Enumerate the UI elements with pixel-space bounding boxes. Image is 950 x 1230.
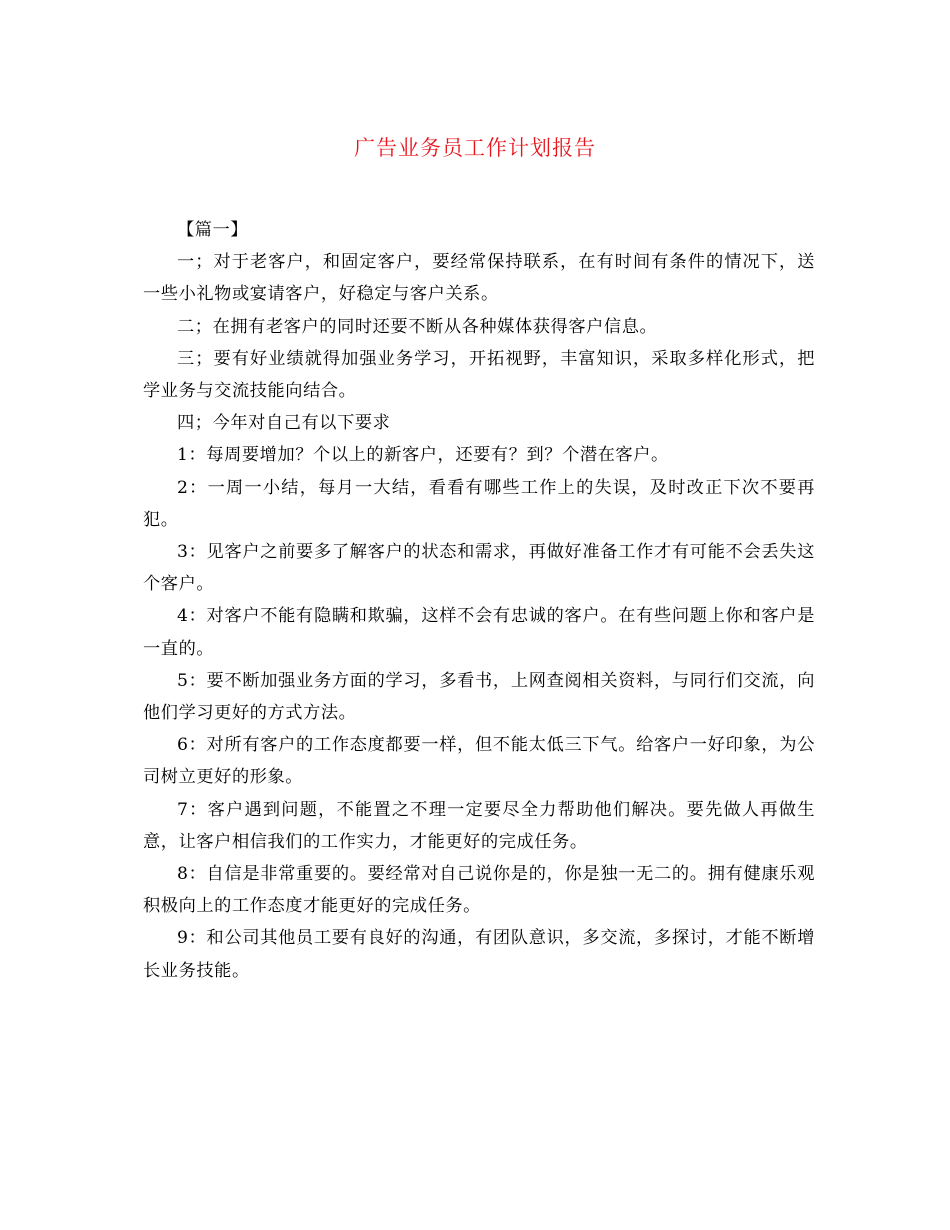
list-item-6: 6：对所有客户的工作态度都要一样，但不能太低三下气。给客户一好印象，为公司树立更好的形象。 [143,735,815,788]
section-heading: 【篇一】 [177,220,249,240]
paragraph-3: 三；要有好业绩就得加强业务学习，开拓视野，丰富知识，采取多样化形式，把学业务与交流技能向结合。 [143,348,815,402]
list-item-2: 2：一周一小结，每月一大结，看看有哪些工作上的失误，及时改正下次不要再犯。 [143,477,815,530]
list-item-1: 1：每周要增加？个以上的新客户，还要有？到？个潜在客户。 [177,445,669,466]
paragraph-1: 一；对于老客户，和固定客户，要经常保持联系，在有时间有条件的情况下，送一些小礼物或宴请客户，好稳定与客户关系。 [143,252,815,305]
list-item-4: 4：对客户不能有隐瞒和欺骗，这样不会有忠诚的客户。在有些问题上你和客户是一直的。 [143,606,815,659]
list-item-3: 3：见客户之前要多了解客户的状态和需求，再做好准备工作才有可能不会丢失这个客户。 [143,542,815,595]
list-item-8: 8：自信是非常重要的。要经常对自己说你是的，你是独一无二的。拥有健康乐观积极向上的工作态度才能更好的完成任务。 [143,864,815,917]
list-item-7: 7：客户遇到问题，不能置之不理一定要尽全力帮助他们解决。要先做人再做生意，让客户相信我们的工作实力，才能更好的完成任务。 [143,799,815,852]
document-body [143,214,815,987]
list-item-5: 5：要不断加强业务方面的学习，多看书，上网查阅相关资料，与同行们交流，向他们学习更好的方式方法。 [143,670,815,724]
document-title: 广告业务员工作计划报告 [354,136,596,160]
list-item-9: 9：和公司其他员工要有良好的沟通，有团队意识，多交流，多探讨，才能不断增长业务技能。 [143,928,815,981]
paragraph-4: 四；今年对自己有以下要求 [177,413,391,434]
paragraph-2: 二；在拥有老客户的同时还要不断从各种媒体获得客户信息。 [177,316,658,337]
